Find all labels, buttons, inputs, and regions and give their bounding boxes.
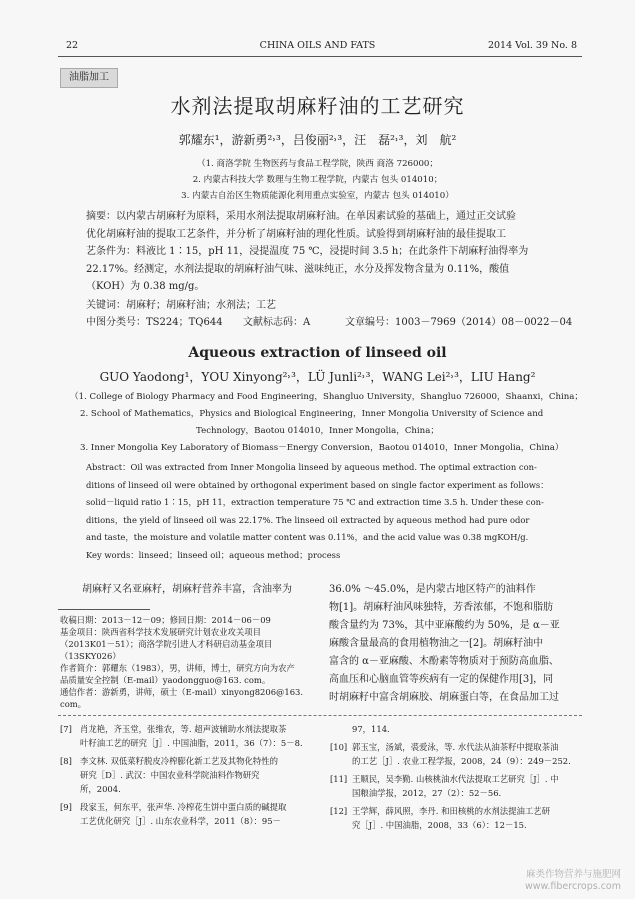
reference-text: 郭玉宝，汤斌，裘爱泳，等. 水代法从油茶籽中提取茶油 (352, 742, 559, 752)
english-affiliation-3: 3. Inner Mongolia Key Laboratory of Biomass－Energy Conversion，Baotou 014010，Inner Mongolia，China） (80, 443, 564, 453)
reference-text: 所，2004. (80, 784, 121, 794)
chinese-authors: 郭耀东¹，游新勇²˒³，吕俊丽²˒³，汪 磊²˒³，刘 航² (178, 133, 457, 147)
reference-item (60, 800, 318, 828)
abstract-line: and taste，the moisture and volatile matter content was 0.11%，and the acid value was 0.38 mgKOH/g. (86, 532, 529, 542)
reference-text: 肖龙艳，齐玉堂，张维农，等. 超声波辅助水剂法提取茶 (80, 724, 287, 734)
reference-text: 王学辉，薛风照，李丹. 和田核桃的水剂法提油工艺研 (352, 806, 550, 816)
english-title: Aqueous extraction of linseed oil (188, 345, 447, 361)
abstract-line: （KOH）为 0.38 mg/g。 (86, 281, 205, 292)
section-separator (58, 715, 582, 716)
english-authors: GUO Yaodong¹，YOU Xinyong²˒³，LÜ Junli²˒³，WANG Lei²˒³，LIU Hang² (99, 370, 536, 384)
body-right-text (329, 581, 591, 707)
reference-item (330, 740, 592, 768)
chinese-title: 水剂法提取胡麻籽油的工艺研究 (170, 94, 465, 118)
document-code: 文献标志码：A (243, 317, 311, 328)
reference-text: 叶籽油工艺的研究［J］. 中国油脂，2011，36（7）：5－8. (80, 738, 303, 748)
body-line: 麻酸含量最高的食用植物油之一[2]。胡麻籽油中 (329, 638, 544, 649)
reference-text: 王顺民，吴李勤. 山核桃油水代法提取工艺研究［J］. 中 (352, 774, 559, 784)
abstract-line: 22.17%。经测定，水剂法提取的胡麻籽油气味、滋味纯正，水分及挥发物含量为 0.11%，酸值 (86, 263, 510, 275)
english-abstract (86, 459, 566, 547)
english-keywords: Key words：linseed；linseed oil；aqueous method；process (86, 550, 341, 560)
reference-number: [9] (60, 802, 72, 812)
reference-text: 究［J］. 中国油脂，2008，33（6）：12－15. (352, 820, 527, 830)
reference-item (60, 754, 318, 796)
footnote-line: （13SKY026） (60, 651, 121, 661)
column-tag: 油脂加工 (60, 68, 118, 88)
abstract-line: ditions，the yield of linseed oil was 22.17%. The linseed oil extracted by aqueous method had pure odor (86, 514, 530, 525)
body-line: 高血压和心脑血管等疾病有一定的保健作用[3]，同 (329, 674, 554, 685)
body-line: 酸含量约为 73%，其中亚麻酸约为 50%，是 α－亚 (329, 620, 560, 631)
footnote-line: （2013K01－51）；商洛学院引进人才科研启动基金项目 (60, 639, 273, 649)
english-affiliation-2: 2. School of Mathematics，Physics and Biological Engineering，Inner Mongolia University of Science and (80, 409, 544, 419)
issue-info: 2014 Vol. 39 No. 8 (487, 40, 577, 51)
reference-number: [8] (60, 756, 72, 766)
reference-text: 的工艺［J］. 农业工程学报，2008，24（9）：249－252. (352, 756, 571, 766)
footnote-line: 作者简介：郭耀东（1983），男，讲师，博士，研究方向为农产 (60, 663, 295, 673)
english-affiliation-2b: Technology，Baotou 014010，Inner Mongolia，China； (196, 426, 439, 436)
body-line: 物[1]。胡麻籽油风味独特，芳香浓郁，不饱和脂肪 (329, 602, 554, 613)
abstract-line: solid－liquid ratio 1∶15，pH 11，extraction temperature 75 ℃ and extraction time 3.5 h. Under these con- (86, 497, 544, 507)
watermark-line: 麻类作物营养与施肥网 (525, 869, 621, 880)
footnote-line: 品质量安全控制（E-mail）yaodongguo@163. com。 (60, 675, 271, 685)
abstract-line: 艺条件为：料液比 1∶15，pH 11，浸提温度 75 ℃，浸提时间 3.5 h；在此条件下胡麻籽油得率为 (86, 246, 529, 257)
reference-number: [10] (330, 742, 348, 752)
footnote-line: 基金项目：陕西省科学技术发展研究计划农业攻关项目 (60, 627, 261, 637)
article-number: 文章编号：1003－7969（2014）08－0022－04 (345, 317, 573, 328)
reference-item (330, 804, 592, 832)
reference-text: 段家玉，何东平，张声华. 冷榨花生饼中蛋白质的碱提取 (80, 802, 287, 812)
abstract-line: Abstract：Oil was extracted from Inner Mongolia linseed by aqueous method. The optimal extraction con- (86, 462, 537, 472)
chinese-affiliation-2: 2. 内蒙古科技大学 数理与生物工程学院，内蒙古 包头 014010； (192, 175, 443, 185)
header-rule (58, 56, 582, 57)
watermark-line: www.fibercrops.com (524, 881, 621, 892)
clc-number: 中图分类号：TS224；TQ644 (86, 317, 223, 328)
page-number: 22 (66, 40, 79, 51)
abstract-line: 摘要：以内蒙古胡麻籽为原料，采用水剂法提取胡麻籽油。在单因素试验的基础上，通过正交试验 (86, 211, 516, 222)
body-left-text: 胡麻籽又名亚麻籽，胡麻籽营养丰富，含油率为 (82, 584, 292, 595)
reference-text: 工艺优化研究［J］. 山东农业科学，2011（8）：95－ (80, 816, 281, 826)
chinese-affiliation-3: 3. 内蒙古自治区生物质能源化利用重点实验室，内蒙古 包头 014010） (181, 191, 454, 201)
body-line: 时胡麻籽中富含胡麻胶、胡麻蛋白等，在食品加工过 (329, 692, 559, 703)
reference-number: [12] (330, 806, 348, 816)
reference-text: 国粮油学报，2012，27（2）：52－56. (352, 788, 502, 798)
abstract-line: ditions of linseed oil were obtained by orthogonal experiment based on single factor experiment as follows： (86, 479, 549, 490)
reference-text: 李文林. 双低菜籽脱皮冷榨膨化新工艺及其物化特性的 (80, 756, 278, 766)
english-affiliation-1: （1. College of Biology Pharmacy and Food Engineering，Shangluo University，Shangluo 726000，Shaanxi，China； (70, 392, 584, 402)
chinese-affiliation-1: （1. 商洛学院 生物医药与食品工程学院，陕西 商洛 726000； (197, 159, 438, 169)
footnote (60, 614, 310, 710)
references-right (330, 722, 592, 832)
reference-item (330, 772, 592, 800)
body-line: 36.0% ～45.0%，是内蒙古地区特产的油料作 (329, 584, 536, 595)
footnote-line: 收稿日期：2013－12－09；修回日期：2014－06－09 (60, 615, 271, 625)
footnote-line: 通信作者：游新勇，讲师，硕士（E-mail）xinyong8206@163. com。 (60, 687, 304, 709)
reference-continuation: 97，114. (352, 724, 390, 734)
reference-text: 研究［D］. 武汉：中国农业科学院油料作物研究 (80, 770, 260, 780)
reference-item (60, 722, 318, 750)
abstract-line: 优化胡麻籽油的提取工艺条件，并分析了胡麻籽油的理化性质。试验得到胡麻籽油的最佳提取工 (86, 228, 506, 240)
watermark (525, 869, 621, 893)
reference-number: [7] (60, 724, 72, 734)
chinese-abstract (86, 208, 566, 296)
journal-name: CHINA OILS AND FATS (259, 40, 376, 51)
chinese-keywords: 关键词：胡麻籽；胡麻籽油；水剂法；工艺 (86, 300, 276, 311)
references-left (60, 722, 318, 828)
reference-number: [11] (330, 774, 348, 784)
body-line: 富含的 α－亚麻酸、木酚素等物质对于预防高血脂、 (329, 656, 559, 667)
footnote-rule (58, 609, 150, 610)
